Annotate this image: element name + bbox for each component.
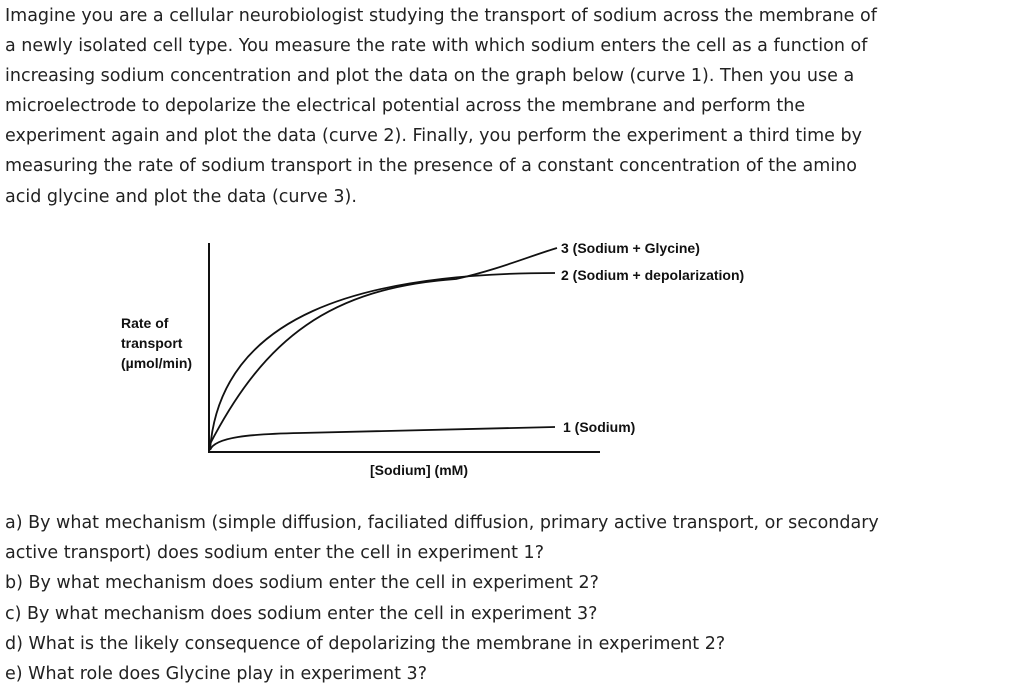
question-list [5, 508, 1015, 689]
curve-2-label: 2 (Sodium + depolarization) [561, 267, 745, 283]
question-line: a) By what mechanism (simple diffusion, faciliated diffusion, primary active transport, or secondary [5, 513, 879, 533]
intro-line: a newly isolated cell type. You measure the rate with which sodium enters the cell as a function of [5, 36, 868, 57]
intro-line: measuring the rate of sodium transport in the presence of a constant concentration of the amino [5, 156, 857, 177]
intro-line: increasing sodium concentration and plot the data on the graph below (curve 1). Then you use a [5, 66, 855, 87]
curve-1-label: 1 (Sodium) [563, 419, 636, 435]
intro-line: Imagine you are a cellular neurobiologist studying the transport of sodium across the membrane of [5, 6, 877, 26]
x-axis-label: [Sodium] (mM) [370, 462, 468, 478]
curve-1-sodium [210, 427, 555, 450]
question-line: b) By what mechanism does sodium enter the cell in experiment 2? [5, 573, 599, 594]
question-line: e) What role does Glycine play in experiment 3? [5, 664, 427, 685]
y-axis-label [121, 315, 192, 371]
intro-line: microelectrode to depolarize the electrical potential across the membrane and perform the [5, 96, 806, 117]
intro-line: acid glycine and plot the data (curve 3). [5, 186, 357, 207]
y-label-line: (µmol/min) [121, 355, 193, 371]
curve-2-depolarization [210, 273, 555, 450]
question-line: c) By what mechanism does sodium enter the cell in experiment 3? [5, 603, 598, 624]
curve-3-label: 3 (Sodium + Glycine) [561, 240, 700, 256]
curve-3-glycine [210, 248, 557, 444]
y-label-line: transport [121, 335, 183, 351]
question-line: d) What is the likely consequence of depolarizing the membrane in experiment 2? [5, 633, 726, 654]
y-label-line: Rate of [121, 315, 169, 331]
intro-line: experiment again and plot the data (curve 2). Finally, you perform the experiment a third time by [5, 126, 862, 147]
question-line: active transport) does sodium enter the cell in experiment 1? [5, 543, 544, 564]
